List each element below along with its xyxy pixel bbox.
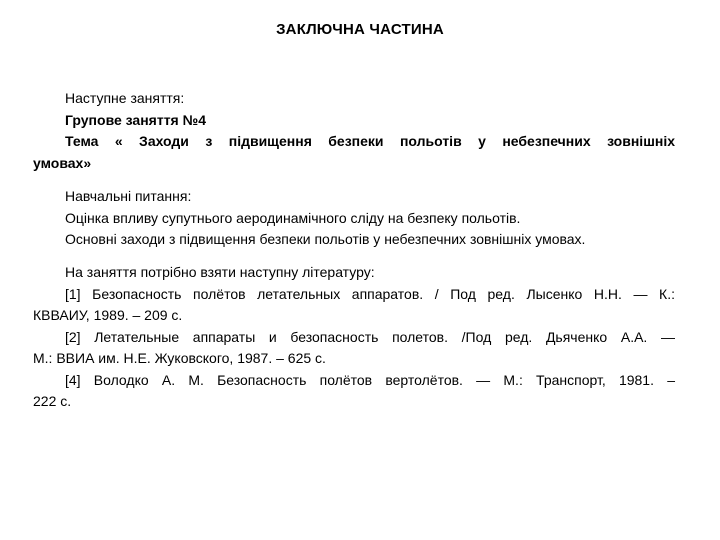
next-lesson-heading: Наступне заняття: bbox=[65, 90, 185, 106]
study-questions-heading: Навчальні питання: bbox=[65, 188, 192, 204]
literature-item-3-line2: 222 с. bbox=[33, 393, 72, 409]
next-lesson-section bbox=[33, 88, 675, 174]
next-lesson-title: Групове заняття №4 bbox=[65, 111, 207, 128]
literature-heading: На заняття потрібно взяти наступну літературу: bbox=[65, 264, 375, 280]
literature-item-1-line1: [1] Безопасность полётов летательных аппаратов. / Под ред. Лысенко Н.Н. — К.: bbox=[65, 285, 675, 302]
literature-item-2-line2: М.: ВВИА им. Н.Е. Жуковского, 1987. – 625 с. bbox=[33, 350, 326, 366]
next-lesson-topic-line1: Тема « Заходи з підвищення безпеки польотів у небезпечних зовнішніх bbox=[65, 133, 675, 149]
next-lesson-topic-line2: умовах» bbox=[33, 154, 92, 171]
literature-item-1-line2: КВВАИУ, 1989. – 209 с. bbox=[33, 307, 183, 323]
page-title: ЗАКЛЮЧНА ЧАСТИНА bbox=[276, 21, 444, 38]
study-question-item: Оцінка впливу супутнього аеродинамічного сліду на безпеку польотів. bbox=[65, 209, 521, 226]
study-question-item: Основні заходи з підвищення безпеки польотів у небезпечних зовнішніх умовах. bbox=[65, 231, 586, 247]
literature-item-2-line1: [2] Летательные аппараты и безопасность полетов. /Под ред. Дьяченко А.А. — bbox=[65, 328, 675, 345]
study-questions-section bbox=[33, 186, 675, 251]
literature-item-3-line1: [4] Володко А. М. Безопасность полётов вертолётов. — М.: Транспорт, 1981. – bbox=[65, 371, 675, 388]
literature-section bbox=[33, 262, 675, 413]
